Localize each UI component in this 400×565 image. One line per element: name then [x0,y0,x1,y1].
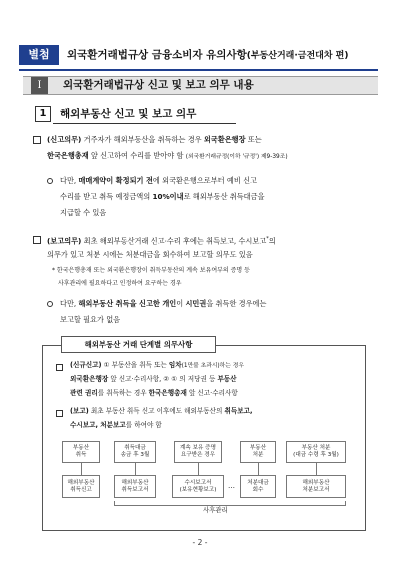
paragraph-report-obligation-line2: 한국은행총재 앞 신고하여 수리를 받아야 함 (외국환거래규정(이하 '규정') 제9-39조) [47,151,288,160]
section-title: 외국환거래법규상 신고 및 보고 의무 내용 [63,79,254,91]
flow-new-report-line2: 외국환은행장 앞 신고·수리사항, ② ① 의 저당권 등 부동산 [70,375,237,383]
flow-title: 해외부동산 거래 단계별 의무사항 [61,336,216,353]
circle-bullet-icon [47,178,53,184]
flow-step-dispose: 부동산 처분 [240,441,276,463]
flow-report-line1: (보고) 최초 부동산 취득 신고 이후에도 해외부동산의 취득보고, [70,407,253,415]
section-number: I [31,77,48,94]
page-number: - 2 - [192,538,208,547]
paragraph-report-obligation-line1: (신고의무) 거주자가 해외부동산을 취득하는 경우 외국환은행장 또는 [47,135,262,144]
section-bar [23,76,378,95]
flow-new-report-line1: (신규신고) ① 부동산을 취득 또는 임차(1만불 초과시)하는 경우 [70,361,244,369]
flow-report-line2: 수시보고, 처분보고를 하여야 함 [70,421,162,429]
connector-line [316,463,317,475]
post-management-label: 사후관리 [203,506,228,514]
paragraph-duty-line1: (보고의무) 최초 해외부동산거래 신고·수리 후에는 취득보고, 수시보고*의 [47,236,276,246]
header-rule [19,69,378,71]
paragraph-citizenship-line2: 보고할 필요가 없음 [60,315,121,324]
checkbox-bullet-icon [33,136,41,144]
flow-step-remit: 취득대금 송금 후 3월 [114,441,156,463]
flow-doc-acquire-statement: 해외부동산 취득보고서 [114,475,156,498]
flow-step-acquire: 부동산 취득 [62,441,100,463]
flow-new-report-line3: 관련 권리를 취득하는 경우 한국은행총재 앞 신고·수리사항 [70,389,238,397]
flow-doc-proceeds-recovery: 처분대금 회수 [240,475,276,498]
document-header [19,43,378,67]
bracket-line [114,501,115,506]
paragraph-prelim-line2: 수리를 받고 취득 예정금액의 10%이내로 해외부동산 취득대금을 [60,192,265,201]
footnote-line2: 사후관리에 필요하다고 인정하여 요구하는 경우 [58,280,182,287]
checkbox-bullet-icon [33,236,41,244]
checkbox-bullet-icon [56,364,63,371]
connector-line [258,463,259,475]
subsection-number: 1 [35,106,51,122]
paragraph-citizenship-line1: 다만, 해외부동산 취득을 신고한 개인이 시민권을 취득한 경우에는 [60,299,267,308]
document-title: 외국환거래법규상 금융소비자 유의사항(부동산거래·금전대차 편) [67,49,349,61]
connector-line [198,463,199,475]
subsection-rule [53,123,236,124]
flow-ellipsis: … [228,482,235,490]
circle-bullet-icon [47,301,53,307]
connector-line [135,463,136,475]
connector-line [81,463,82,475]
bracket-line [345,501,346,506]
attachment-tag: 별첨 [19,45,59,65]
bracket-line [114,505,346,506]
flow-step-dispose-proceeds: 부동산 처분 (대금 수령 후 3월) [286,441,346,463]
flow-step-proof: 계속 보유 증명 요구받은 경우 [174,441,222,463]
paragraph-prelim-line1: 다만, 매매계약이 확정되기 전에 외국환은행으로부터 예비 신고 [60,176,257,185]
flow-doc-dispose-report: 해외부동산 처분보고서 [286,475,346,498]
paragraph-duty-line2: 의무가 있고 처분 시에는 처분대금을 회수하여 보고할 의무도 있음 [47,250,253,259]
flow-doc-acquire-report: 해외부동산 취득신고 [62,475,100,498]
checkbox-bullet-icon [56,410,63,417]
flow-doc-periodic-report: 수시보고서 (보유현황보고) [172,475,224,498]
subsection-title: 해외부동산 신고 및 보고 의무 [60,108,197,120]
footnote-line1: * 한국은행총재 또는 외국환은행장이 취득부동산의 계속 보유여부의 증명 등 [52,267,250,274]
paragraph-prelim-line3: 지급할 수 있음 [60,208,107,217]
